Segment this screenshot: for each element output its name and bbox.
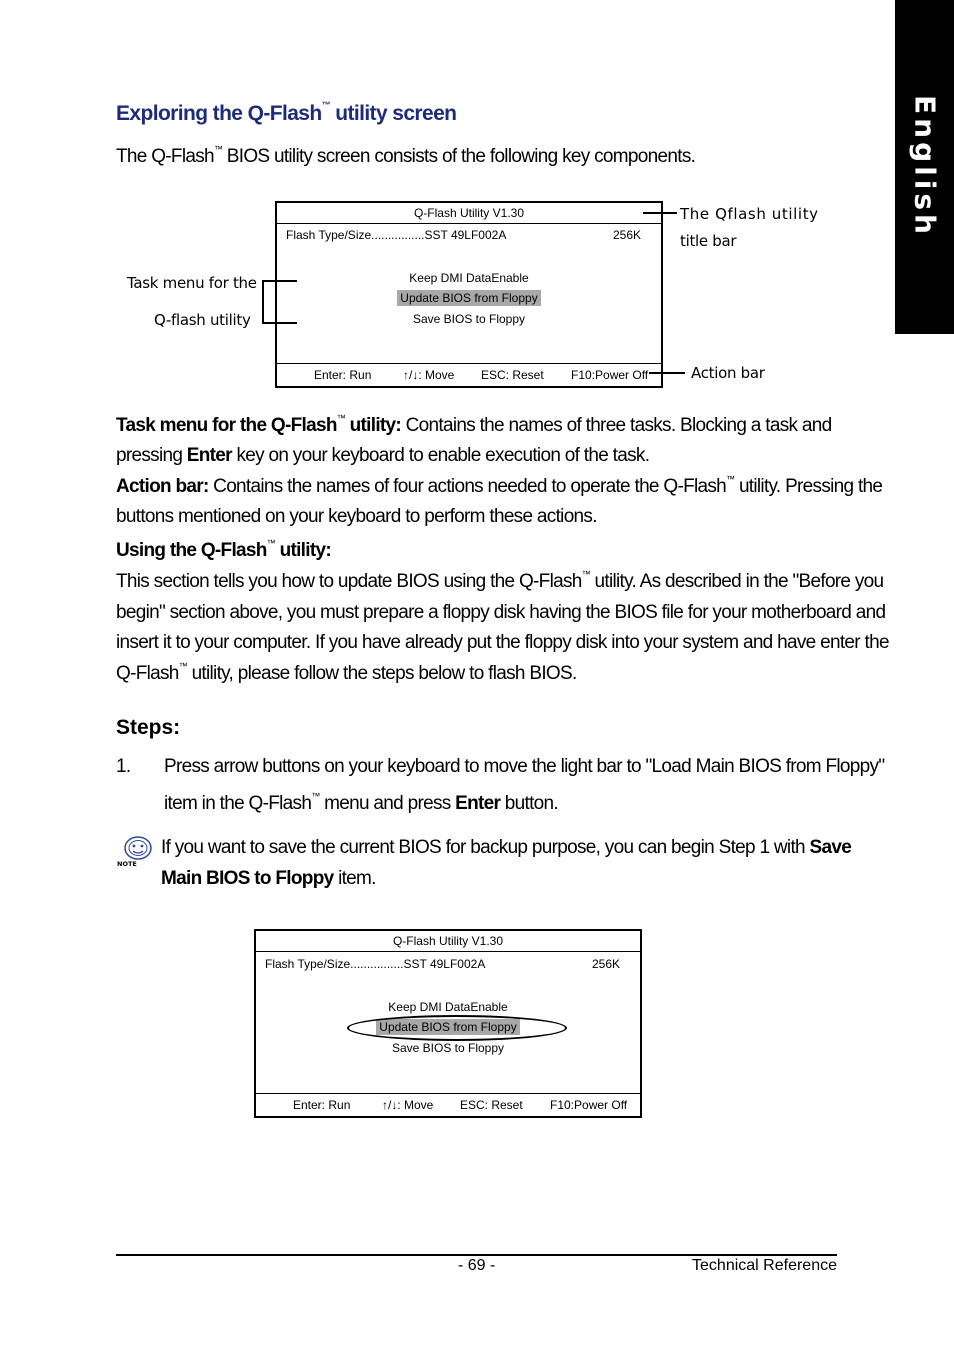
enter-key-bold: Enter [455,793,501,814]
intro-text [116,146,695,168]
action-bar-paragraph-1 [116,476,882,498]
step-1-line-2 [164,793,558,815]
using-1-post: utility. As described in the "Before you [589,571,884,592]
note-line-1 [161,837,851,859]
section-title-text: Exploring the Q-Flash [116,102,322,125]
task-menu-paragraph-1 [116,415,831,437]
menu-item-keep-dmi: Keep DMI DataEnable [388,1000,508,1014]
screen-action-bar [277,363,661,386]
flash-size: 256K [612,228,641,242]
side-tab-label: English [908,95,942,238]
action-bar-paragraph-2: buttons mentioned on your keyboard to perform these actions. [116,506,597,527]
menu-item-save-bios: Save BIOS to Floppy [391,1041,505,1055]
note-line-1-bold: Save [809,837,852,858]
callout-action-bar: Action bar [691,364,765,382]
action-reset: ESC: Reset [460,1098,523,1112]
note-line-1-text: If you want to save the current BIOS for backup purpose, you can begin Step 1 with [161,837,810,858]
callout-bracket [262,280,264,324]
using-line-1 [116,571,883,593]
note-line-2 [161,868,376,890]
footer-section: Technical Reference [692,1257,837,1274]
screen-title-bar: Q-Flash Utility V1.30 [256,931,640,952]
action-bar-text: Contains the names of four actions needed to operate the Q-Flash [208,476,727,497]
intro-post: BIOS utility screen consists of the following key components. [222,146,696,167]
qflash-screen-diagram-2 [254,929,642,1118]
menu-item-keep-dmi: Keep DMI DataEnable [409,271,529,285]
trademark: ™ [178,661,187,671]
screen-action-bar [256,1093,640,1116]
step-1-number: 1. [116,756,131,777]
callout-title-bar-1: The Qflash utility [680,205,819,223]
section-title-text-post: utility screen [330,102,457,125]
side-tab [895,0,954,334]
highlight-ellipse [347,1015,567,1041]
flash-type-label: Flash Type/Size................SST 49LF002A [286,228,507,242]
using-bold: Using the Q-Flash [116,540,267,561]
step-1-line-2-pre: item in the Q-Flash [164,793,312,814]
flash-type-label: Flash Type/Size................SST 49LF002A [265,957,486,971]
section-title [116,102,456,126]
action-enter: Enter: Run [314,368,372,382]
task-menu-paragraph-2 [116,445,649,467]
callout-bracket-top [262,280,297,282]
using-heading [116,540,331,562]
trademark: ™ [726,474,735,484]
action-reset: ESC: Reset [481,368,544,382]
action-move: ↑/↓: Move [382,1098,434,1112]
using-line-2: begin" section above, you must prepare a floppy disk having the BIOS file for your motherboard and [116,602,886,623]
step-1-line-2-mid: menu and press [319,793,456,814]
screen-title-bar: Q-Flash Utility V1.30 [277,203,661,224]
trademark: ™ [321,100,330,110]
menu-item-update-bios [277,291,661,305]
using-4-post: utility, please follow the steps below to flash BIOS. [186,663,577,684]
trademark: ™ [311,791,320,801]
flash-size: 256K [591,957,620,971]
task-menu-text: Contains the names of three tasks. Blocking a task and [401,415,832,436]
task-menu-text-2: pressing [116,445,187,466]
action-bar-bold: Action bar: [116,476,209,497]
callout-task-menu-1: Task menu for the [127,274,257,292]
menu-item-update-bios-highlight: Update BIOS from Floppy [397,290,540,306]
menu-item-save-bios: Save BIOS to Floppy [412,312,526,326]
note-line-2-post: item. [333,868,376,889]
callout-line-title [643,212,677,214]
trademark: ™ [581,569,590,579]
page-number: - 69 - [458,1257,496,1274]
using-4-pre: Q-Flash [116,663,179,684]
callout-task-menu-2: Q-flash utility [154,311,251,329]
note-icon [113,834,155,868]
trademark: ™ [213,144,223,154]
callout-title-bar-2: title bar [680,232,737,250]
action-enter: Enter: Run [293,1098,351,1112]
callout-line-action [649,372,685,374]
trademark: ™ [336,413,346,423]
svg-text:NOTE: NOTE [117,860,137,868]
intro-pre: The Q-Flash [116,146,214,167]
step-1-line-2-post: button. [500,793,558,814]
task-menu-bold: Task menu for the Q-Flash [116,415,337,436]
trademark: ™ [266,538,275,548]
callout-bracket-bottom [262,322,297,324]
action-power-off: F10:Power Off [550,1098,628,1112]
footer-rule [116,1254,837,1256]
action-bar-text-post: utility. Pressing the [734,476,883,497]
enter-key-bold: Enter [186,445,232,466]
note-line-2-bold: Main BIOS to Floppy [161,868,334,889]
qflash-screen-diagram [275,201,663,388]
using-bold-post: utility: [274,540,331,561]
using-line-4 [116,663,577,685]
steps-heading: Steps: [116,716,181,739]
task-menu-bold-post: utility: [345,415,402,436]
action-power-off: F10:Power Off [571,368,649,382]
menu-item-update-bios-highlight: Update BIOS from Floppy [376,1019,519,1035]
step-1-line-1: Press arrow buttons on your keyboard to move the light bar to "Load Main BIOS from Floppy" [164,756,885,777]
action-move: ↑/↓: Move [403,368,455,382]
using-1-pre: This section tells you how to update BIOS using the Q-Flash [116,571,582,592]
using-line-3: insert it to your computer. If you have already put the floppy disk into your system and have enter the [116,632,889,653]
task-menu-text-2-post: key on your keyboard to enable execution of the task. [231,445,650,466]
